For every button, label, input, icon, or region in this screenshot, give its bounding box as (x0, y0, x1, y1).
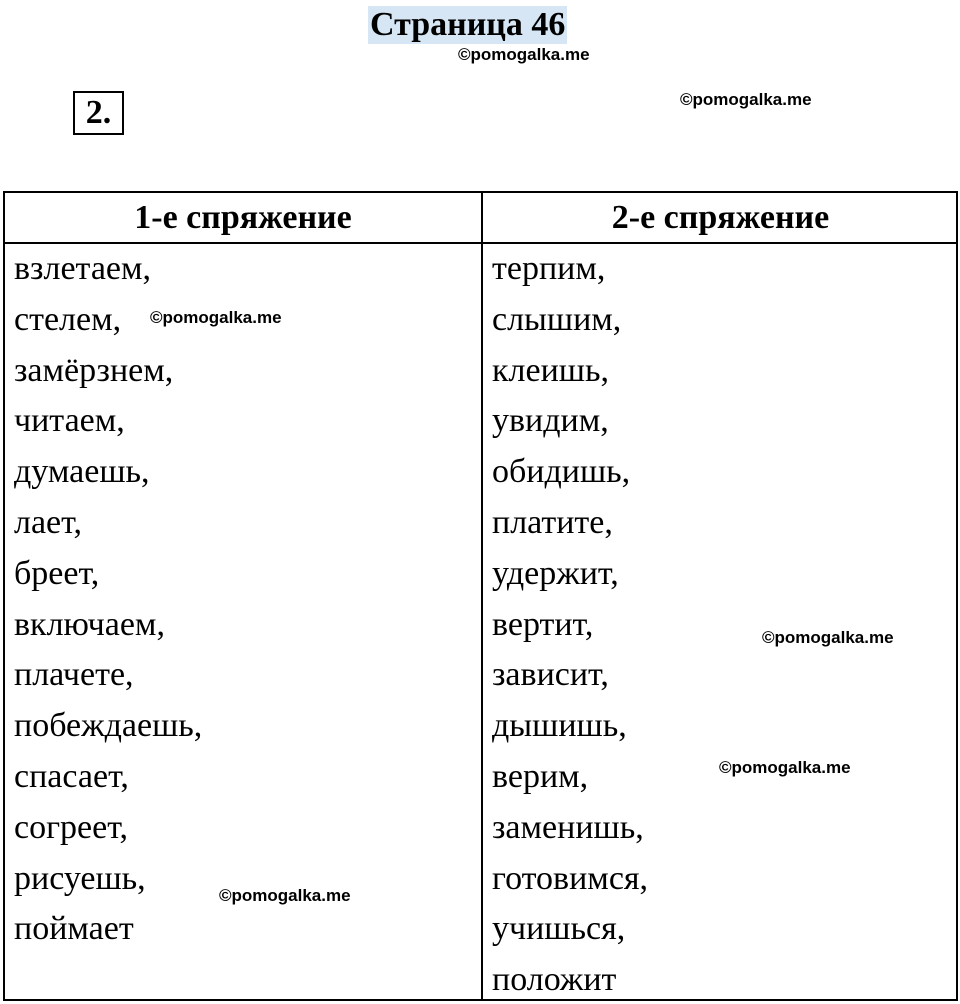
list-item: стелем, (14, 300, 122, 338)
list-item: верим, (492, 757, 589, 795)
list-item: взлетаем, (14, 250, 152, 287)
list-item: вертит, (492, 605, 594, 643)
list-item: согреет, (14, 808, 129, 846)
watermark: ©pomogalka.me (762, 628, 894, 647)
list-item: рисуешь, (14, 859, 146, 897)
page-title: Страница 46 (370, 6, 566, 43)
list-item: учишься, (492, 910, 626, 948)
list-item: слышим, (492, 300, 622, 338)
watermark: ©pomogalka.me (680, 90, 812, 109)
list-item: готовимся, (492, 859, 649, 897)
list-item: положит (492, 961, 617, 999)
list-item: терпим, (492, 250, 606, 287)
list-item: включаем, (14, 605, 165, 643)
list-item: бреет, (14, 554, 100, 592)
list-item: замёрзнем, (14, 351, 174, 389)
list-item: удержит, (492, 554, 619, 592)
header-first-conjugation: 1-е спряжение (134, 199, 352, 236)
watermark: ©pomogalka.me (719, 758, 851, 777)
list-item: побеждаешь, (14, 707, 203, 745)
list-item: клеишь, (492, 351, 609, 389)
conjugation-table (3, 191, 958, 1001)
list-item: думаешь, (14, 453, 150, 491)
column-divider (481, 193, 483, 999)
watermark: ©pomogalka.me (458, 45, 590, 64)
list-item: дышишь, (492, 707, 627, 745)
list-item: лает, (14, 503, 82, 541)
watermark: ©pomogalka.me (219, 886, 351, 905)
second-conjugation-list (492, 244, 648, 1004)
list-item: обидишь, (492, 453, 631, 491)
list-item: поймает (14, 910, 134, 948)
task-number: 2. (73, 91, 124, 135)
first-conjugation-list (14, 244, 202, 955)
header-second-conjugation: 2-е спряжение (611, 199, 830, 236)
list-item: плачете, (14, 656, 134, 694)
list-item: заменишь, (492, 808, 644, 846)
list-item: спасает, (14, 757, 129, 795)
list-item: увидим, (492, 402, 609, 440)
list-item: зависит, (492, 656, 609, 694)
watermark: ©pomogalka.me (150, 308, 282, 327)
list-item: платите, (492, 503, 613, 541)
list-item: читаем, (14, 402, 125, 440)
